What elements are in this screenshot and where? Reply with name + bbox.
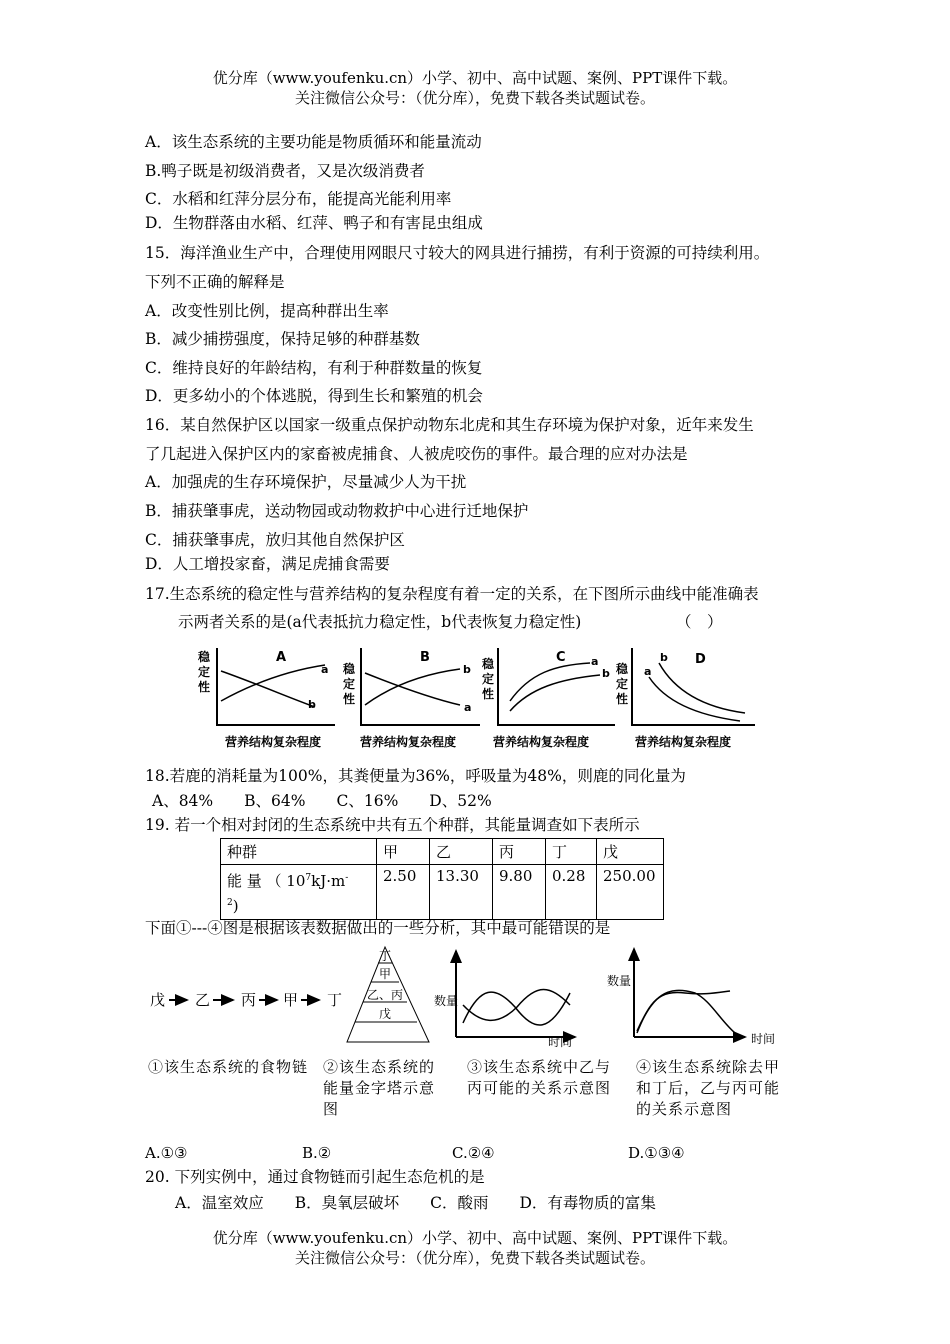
graph-c-a-label: a bbox=[591, 655, 599, 668]
caption-1-line-1: ①该生态系统的食物链 bbox=[148, 1058, 309, 1076]
graph3-xlabel: 时间 bbox=[548, 1035, 573, 1049]
q20-stem: 20. 下列实例中，通过食物链而引起生态危机的是 bbox=[145, 1168, 485, 1186]
food-chain-species-4: 甲 bbox=[283, 991, 299, 1009]
q16-option-c: C．捕获肇事虎，放归其他自然保护区 bbox=[145, 531, 405, 549]
graph-d-curve-b bbox=[659, 663, 745, 713]
pyramid-level-3: 乙、丙 bbox=[367, 988, 404, 1002]
pyramid-level-4: 戊 bbox=[379, 1007, 392, 1021]
graph-b-a-label: a bbox=[464, 701, 472, 714]
table-header-species-4: 丁 bbox=[546, 839, 597, 865]
graph-c-ylabel-1: 稳 bbox=[482, 657, 495, 671]
table-header-species-5: 戊 bbox=[597, 839, 664, 865]
graph-a-curve-a bbox=[221, 665, 325, 701]
header-line-2: 关注微信公众号：（优分库），免费下载各类试题试卷。 bbox=[294, 89, 655, 107]
graph4-curve-2 bbox=[637, 990, 735, 1033]
table-energy-1: 2.50 bbox=[377, 865, 430, 920]
graph-d-a-label: a bbox=[644, 665, 652, 678]
table-energy-5: 250.00 bbox=[597, 865, 664, 920]
caption-2-line-1: ②该生态系统的 bbox=[323, 1058, 436, 1076]
energy-pyramid-figure bbox=[347, 947, 429, 1042]
q17-graph-b bbox=[342, 648, 480, 749]
graph-d-b-label: b bbox=[660, 651, 668, 664]
graph-a-a-label: a bbox=[321, 663, 329, 676]
q15-option-b: B．减少捕捞强度，保持足够的种群基数 bbox=[145, 330, 420, 348]
table-header-species-1: 甲 bbox=[377, 839, 430, 865]
q15-stem-2: 下列不正确的解释是 bbox=[145, 273, 285, 291]
q16-option-b: B．捕获肇事虎，送动物园或动物救护中心进行迁地保护 bbox=[145, 502, 529, 520]
energy-label-exp: 7 bbox=[305, 873, 312, 883]
energy-label-exp2: - bbox=[345, 873, 349, 883]
caption-2 bbox=[323, 1057, 435, 1120]
graph-d-ylabel-3: 性 bbox=[616, 692, 629, 706]
graph-a-ylabel-1: 稳 bbox=[198, 650, 211, 664]
food-chain-species-3: 丙 bbox=[241, 991, 257, 1009]
q19-option-b: B.② bbox=[302, 1144, 332, 1162]
caption-3-line-2: 丙可能的关系示意图 bbox=[467, 1079, 612, 1097]
caption-1 bbox=[148, 1057, 308, 1078]
graph-c-ylabel-2: 定 bbox=[482, 672, 495, 686]
graph-a-ylabel-2: 定 bbox=[198, 665, 211, 679]
graph-d-xlabel: 营养结构复杂程度 bbox=[635, 735, 732, 749]
q14-option-a: A．该生态系统的主要功能是物质循环和能量流动 bbox=[145, 133, 482, 151]
q17-graph-c bbox=[481, 648, 615, 749]
footer-line-1: 优分库（www.youfenku.cn）小学、初中、高中试题、案例、PPT课件下载。 bbox=[212, 1229, 738, 1247]
graph-c-b-label: b bbox=[602, 667, 610, 680]
caption-4 bbox=[636, 1057, 780, 1120]
q16-stem-1: 16．某自然保护区以国家一级重点保护动物东北虎和其生存环境为保护对象，近年来发生 bbox=[145, 416, 754, 434]
graph-b-ylabel-3: 性 bbox=[343, 692, 356, 706]
q18-stem: 18.若鹿的消耗量为100%，其粪便量为36%，呼吸量为48%，则鹿的同化量为 bbox=[145, 767, 686, 785]
q19-after-table: 下面①---④图是根据该表数据做出的一些分析，其中最可能错误的是 bbox=[145, 919, 611, 937]
table-energy-2: 13.30 bbox=[430, 865, 493, 920]
energy-table bbox=[220, 838, 664, 920]
header-line-1: 优分库（www.youfenku.cn）小学、初中、高中试题、案例、PPT课件下载。 bbox=[212, 69, 738, 87]
graph-a-b-label: b bbox=[308, 698, 316, 711]
q17-graph-d bbox=[615, 648, 755, 749]
pyramid-level-2: 甲 bbox=[379, 967, 392, 981]
energy-label-exp3: 2 bbox=[227, 898, 233, 908]
q17-stability-graphs bbox=[195, 643, 765, 758]
caption-3 bbox=[467, 1057, 611, 1099]
graph-c-label: C bbox=[556, 650, 566, 665]
q19-option-a: A.①③ bbox=[145, 1144, 188, 1162]
q17-answer-bracket: （ ） bbox=[676, 613, 723, 631]
food-chain-species-5: 丁 bbox=[327, 991, 343, 1009]
graph-a-label: A bbox=[276, 650, 287, 665]
q19-option-d: D.①③④ bbox=[628, 1144, 685, 1162]
q16-option-d: D．人工增投家畜，满足虎捕食需要 bbox=[145, 555, 390, 573]
table-energy-4: 0.28 bbox=[546, 865, 597, 920]
graph-b-curve-b bbox=[365, 669, 460, 705]
graph-d-ylabel-1: 稳 bbox=[616, 662, 629, 676]
graph-b-ylabel-1: 稳 bbox=[343, 662, 356, 676]
graph-b-xlabel: 营养结构复杂程度 bbox=[360, 735, 457, 749]
table-header-species-2: 乙 bbox=[430, 839, 493, 865]
footer-line-2: 关注微信公众号：（优分库），免费下载各类试题试卷。 bbox=[294, 1249, 655, 1267]
graph3-ylabel: 数量 bbox=[434, 994, 459, 1008]
q18-options: A、84% B、64% C、16% D、52% bbox=[152, 792, 492, 810]
caption-4-line-2: 和丁后，乙与丙可能 bbox=[636, 1079, 781, 1097]
graph-d-ylabel-2: 定 bbox=[616, 677, 629, 691]
q14-option-b: B.鸭子既是初级消费者，又是次级消费者 bbox=[145, 162, 425, 180]
table-energy-3: 9.80 bbox=[493, 865, 546, 920]
q14-option-c: C．水稻和红萍分层分布，能提高光能利用率 bbox=[145, 190, 452, 208]
graph-d-label: D bbox=[695, 652, 706, 667]
graph-a-curve-b bbox=[221, 671, 315, 707]
q19-analysis-figures bbox=[145, 945, 785, 1055]
graph3-curve-2 bbox=[463, 990, 570, 1021]
graph-b-ylabel-2: 定 bbox=[343, 677, 356, 691]
food-chain-species-2: 乙 bbox=[195, 991, 211, 1009]
graph4-ylabel: 数量 bbox=[607, 974, 632, 988]
graph-c-ylabel-3: 性 bbox=[482, 687, 495, 701]
caption-3-line-1: ③该生态系统中乙与 bbox=[467, 1058, 612, 1076]
q15-stem-1: 15．海洋渔业生产中，合理使用网眼尺寸较大的网具进行捕捞，有利于资源的可持续利用。 bbox=[145, 244, 770, 262]
energy-label-paren: ) bbox=[232, 897, 239, 915]
table-row bbox=[221, 865, 664, 920]
table-header-species-3: 丙 bbox=[493, 839, 546, 865]
graph-c-xlabel: 营养结构复杂程度 bbox=[493, 735, 590, 749]
table-header-label: 种群 bbox=[221, 839, 377, 865]
graph-b-b-label: b bbox=[463, 663, 471, 676]
q14-option-d: D．生物群落由水稻、红萍、鸭子和有害昆虫组成 bbox=[145, 214, 483, 232]
caption-2-line-3: 图 bbox=[323, 1100, 340, 1118]
q15-option-a: A．改变性别比例，提高种群出生率 bbox=[145, 302, 389, 320]
graph4-xlabel: 时间 bbox=[751, 1032, 776, 1046]
q15-option-c: C．维持良好的年龄结构，有利于种群数量的恢复 bbox=[145, 359, 483, 377]
graph3-curve-1 bbox=[463, 992, 570, 1025]
caption-2-line-2: 能量金字塔示意 bbox=[323, 1079, 436, 1097]
caption-4-line-1: ④该生态系统除去甲 bbox=[636, 1058, 781, 1076]
q20-options: A．温室效应 B．臭氧层破坏 C．酸雨 D．有毒物质的富集 bbox=[175, 1194, 656, 1212]
graph-b-curve-a bbox=[365, 673, 460, 705]
graph-a-xlabel: 营养结构复杂程度 bbox=[225, 735, 322, 749]
graph-c-curve-a bbox=[510, 663, 590, 701]
table-energy-label bbox=[221, 865, 377, 920]
relationship-graph-3 bbox=[434, 951, 575, 1049]
relationship-graph-4 bbox=[607, 949, 775, 1046]
q17-graph-a bbox=[197, 648, 335, 749]
graph-d-axes bbox=[632, 648, 755, 725]
q17-stem-1: 17.生态系统的稳定性与营养结构的复杂程度有着一定的关系，在下图所示曲线中能准确表 bbox=[145, 585, 759, 603]
pyramid-level-1: 丁 bbox=[379, 949, 392, 963]
graph-a-ylabel-3: 性 bbox=[198, 680, 211, 694]
q16-stem-2: 了几起进入保护区内的家畜被虎捕食、人被虎咬伤的事件。最合理的应对办法是 bbox=[145, 445, 688, 463]
caption-4-line-3: 的关系示意图 bbox=[636, 1100, 733, 1118]
q17-stem-2: 示两者关系的是(a代表抵抗力稳定性，b代表恢复力稳定性) bbox=[178, 613, 582, 631]
q15-option-d: D．更多幼小的个体逃脱，得到生长和繁殖的机会 bbox=[145, 387, 483, 405]
energy-label-unit: kJ·m bbox=[311, 872, 346, 890]
q19-option-c: C.②④ bbox=[452, 1144, 495, 1162]
energy-label-part: 能 量 （ 10 bbox=[227, 872, 306, 890]
graph-c-curve-b bbox=[510, 675, 600, 711]
food-chain-species-1: 戊 bbox=[150, 991, 166, 1009]
q16-option-a: A．加强虎的生存环境保护，尽量减少人为干扰 bbox=[145, 473, 467, 491]
food-chain-figure bbox=[150, 991, 342, 1009]
graph-d-curve-a bbox=[649, 677, 740, 721]
graph-b-label: B bbox=[420, 650, 430, 665]
q19-stem: 19. 若一个相对封闭的生态系统中共有五个种群，其能量调查如下表所示 bbox=[145, 816, 640, 834]
table-row bbox=[221, 839, 664, 865]
